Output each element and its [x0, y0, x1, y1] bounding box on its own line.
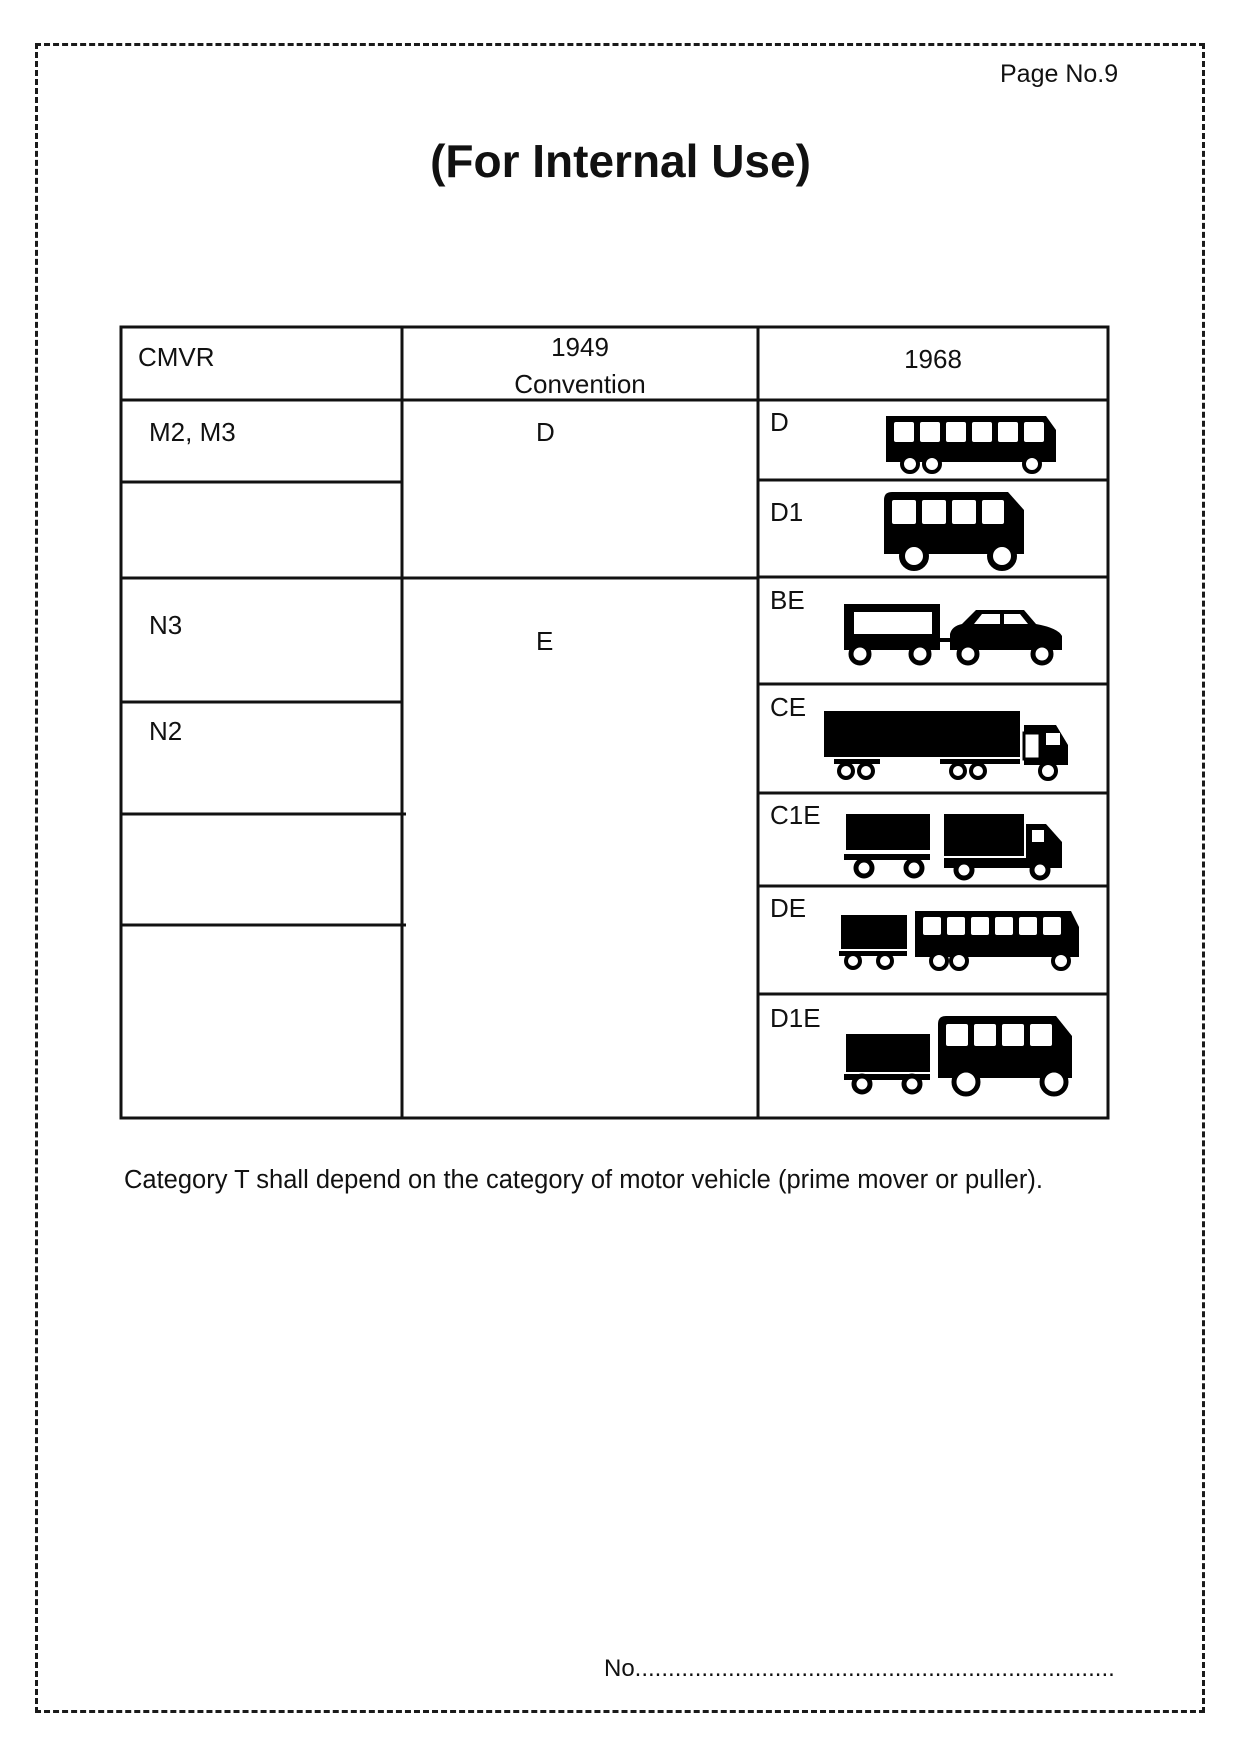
articulated-truck-icon — [820, 705, 1075, 785]
header-1968: 1968 — [904, 344, 962, 374]
cmvr-cell-4: N2 — [149, 716, 183, 746]
header-cmvr: CMVR — [138, 342, 215, 372]
conv1949-cell-d: D — [536, 417, 555, 447]
conv1968-label-c1e: C1E — [770, 800, 821, 830]
bus-with-trailer-icon — [835, 905, 1085, 975]
header-1949-convention: Convention — [514, 369, 646, 399]
conv1968-label-d: D — [770, 407, 789, 437]
bus-icon — [880, 410, 1060, 476]
conv1968-label-d1e: D1E — [770, 1003, 821, 1033]
category-t-note: Category T shall depend on the category of motor vehicle (prime mover or puller). — [124, 1166, 1043, 1194]
conv1949-cell-e: E — [536, 626, 554, 656]
conv1968-label-be: BE — [770, 585, 805, 615]
light-truck-with-trailer-icon — [840, 810, 1070, 882]
cmvr-cell-3: N3 — [149, 610, 183, 640]
conv1968-label-d1: D1 — [770, 497, 804, 527]
car-with-trailer-icon — [840, 600, 1070, 670]
header-1949-year: 1949 — [551, 332, 609, 362]
cmvr-cell-1: M2, M3 — [149, 417, 236, 447]
page-title: (For Internal Use) — [430, 135, 811, 187]
minibus-with-trailer-icon — [840, 1010, 1080, 1100]
minibus-icon — [880, 488, 1030, 574]
document-number-line: No........................................................................ — [604, 1655, 1115, 1682]
conv1968-label-de: DE — [770, 893, 807, 923]
conv1968-label-ce: CE — [770, 692, 807, 722]
page-number: Page No.9 — [1000, 60, 1119, 88]
